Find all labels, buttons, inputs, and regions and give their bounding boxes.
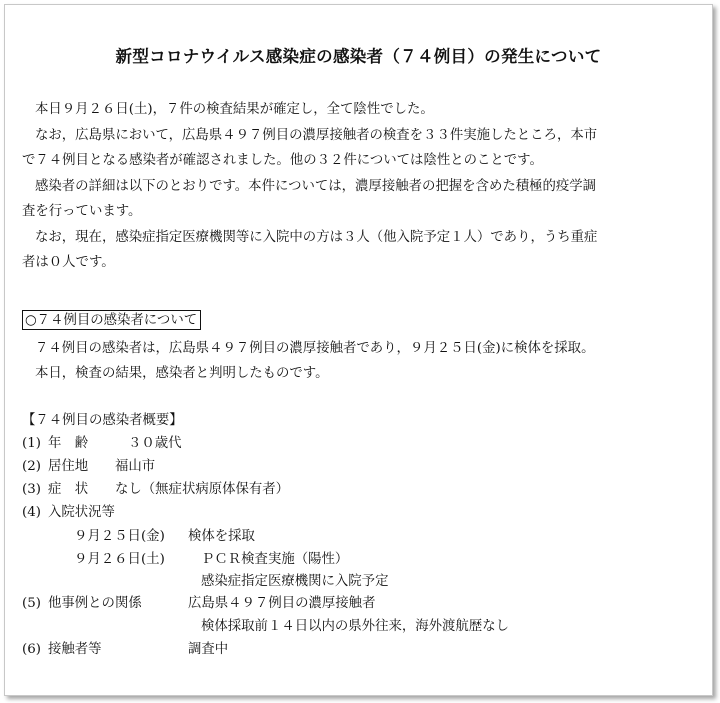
intro-line-1: 本日９月２６日(土)，７件の検査結果が確定し，全て陰性でした。	[35, 102, 434, 117]
intro-line-4: 感染者の詳細は以下のとおりです。本件については，濃厚接触者の把握を含めた積極的疫学調	[35, 179, 597, 194]
hospital-event-1: 検体を採取	[188, 529, 255, 544]
item-number: (2)	[22, 459, 41, 474]
symptoms-label: 症 状	[48, 482, 89, 497]
age-label: 年 齢	[48, 436, 89, 451]
item-number: (1)	[22, 436, 41, 451]
contacts-label: 接触者等	[48, 642, 102, 657]
contacts-value: 調査中	[188, 642, 229, 657]
intro-line-7: 者は０人です。	[22, 255, 115, 270]
hospital-label: 入院状況等	[48, 505, 115, 520]
case-text-1: ７４例目の感染者は，広島県４９７例目の濃厚接触者であり，９月２５日(金)に検体を採取。	[35, 341, 595, 356]
item-number: (4)	[22, 505, 41, 520]
item-number: (5)	[22, 596, 41, 611]
relation-line-2: 検体採取前１４日以内の県外往来，海外渡航歴なし	[201, 619, 509, 634]
document-page	[4, 4, 713, 696]
relation-label: 他事例との関係	[48, 596, 142, 611]
hospital-date-2: ９月２６日(土)	[74, 552, 165, 567]
symptoms-value: なし（無症状病原体保有者）	[115, 482, 290, 497]
residence-value: 福山市	[115, 459, 156, 474]
intro-line-3: で７４例目となる感染者が確認されました。他の３２件については陰性とのことです。	[22, 153, 543, 168]
relation-line-1: 広島県４９７例目の濃厚接触者	[188, 596, 376, 611]
overview-heading: 【７４例目の感染者概要】	[22, 413, 183, 428]
intro-line-6: なお，現在，感染症指定医療機関等に入院中の方は３人（他入院予定１人）であり，うち重症	[35, 230, 598, 245]
case-heading	[22, 314, 201, 327]
case-text-2: 本日，検査の結果，感染者と判明したものです。	[35, 366, 329, 381]
intro-line-2: なお，広島県において，広島県４９７例目の濃厚接触者の検査を３３件実施したところ，本市	[35, 128, 598, 143]
item-number: (3)	[22, 482, 41, 497]
document-title: 新型コロナウイルス感染症の感染者（７４例目）の発生について	[115, 47, 602, 66]
hospital-date-1: ９月２５日(金)	[74, 529, 165, 544]
case-heading-box: ○７４例目の感染者について	[22, 310, 201, 330]
item-number: (6)	[22, 642, 41, 657]
hospital-event-3: 感染症指定医療機関に入院予定	[201, 574, 389, 589]
age-value: ３０歳代	[128, 436, 182, 451]
intro-line-5: 査を行っています。	[22, 204, 142, 219]
hospital-event-2: ＰＣＲ検査実施（陽性）	[201, 552, 349, 567]
residence-label: 居住地	[48, 459, 89, 474]
